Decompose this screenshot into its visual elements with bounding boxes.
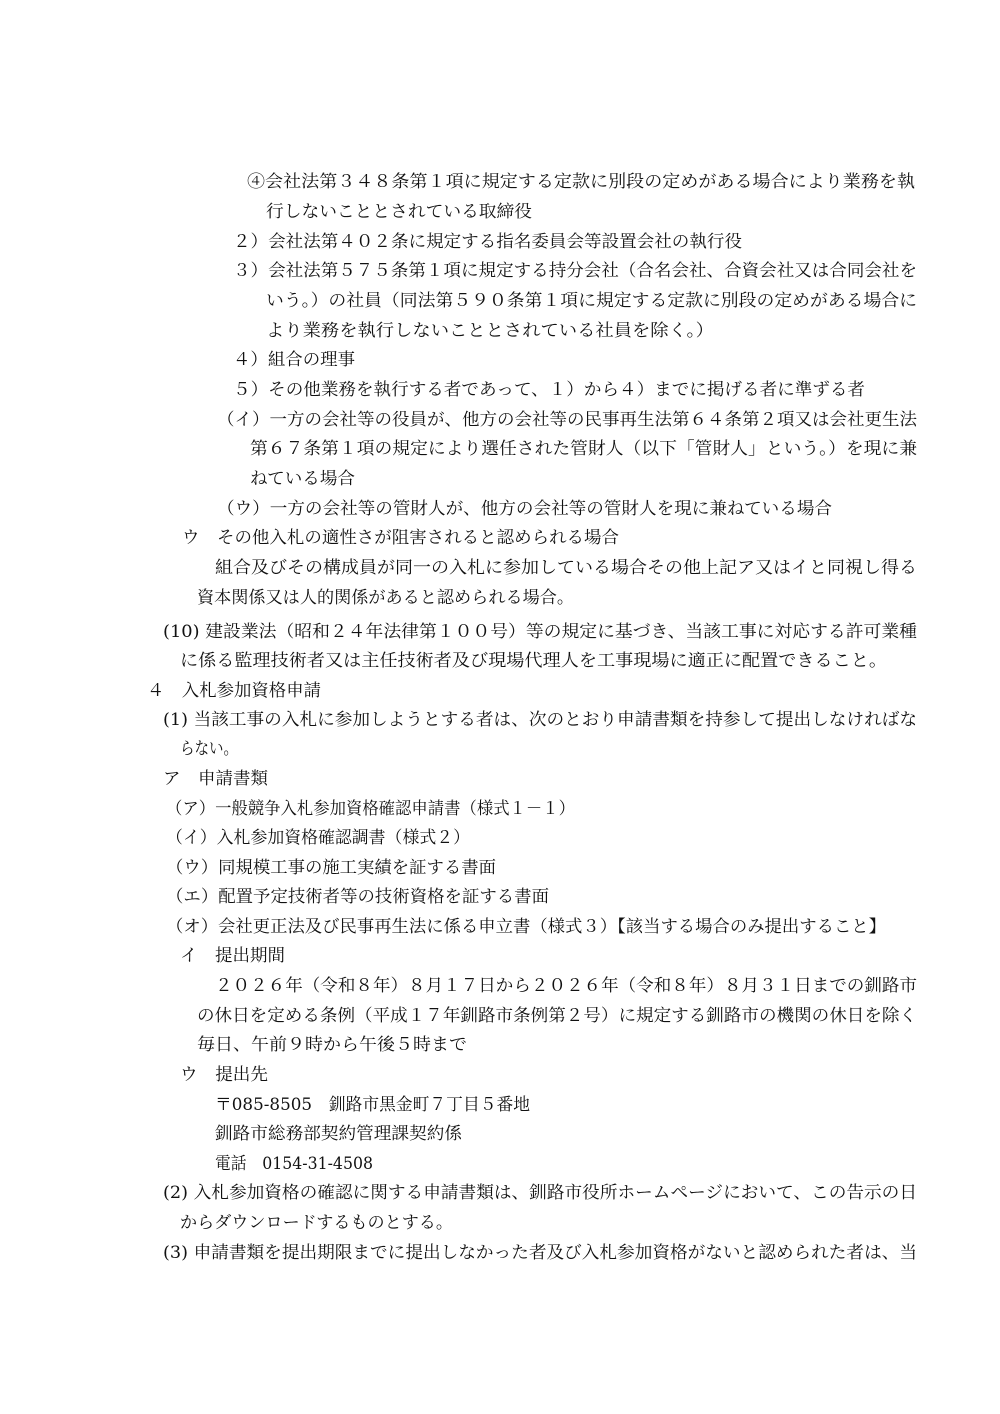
line-text: 電話 0154-31-4508 bbox=[215, 1154, 373, 1174]
line-text: 組合及びその構成員が同一の入札に参加している場合その他上記ア又はイと同視し得る bbox=[215, 558, 918, 578]
line-text: (2) 入札参加資格の確認に関する申請書類は、釧路市役所ホームページにおいて、この告示の日 bbox=[163, 1183, 917, 1203]
line-text: ねている場合 bbox=[250, 469, 355, 489]
line-text: (10) 建設業法（昭和２４年法律第１００号）等の規定に基づき、当該工事に対応する許可業種 bbox=[163, 622, 917, 642]
line-text: ２０２６年（令和８年）８月１７日から２０２６年（令和８年）８月３１日までの釧路市 bbox=[215, 976, 917, 996]
text-line bbox=[0, 1030, 1000, 1060]
line-text: ４ 入札参加資格申請 bbox=[147, 681, 321, 701]
text-line bbox=[0, 853, 1000, 883]
text-line bbox=[0, 941, 1000, 971]
line-text: いう。）の社員（同法第５９０条第１項に規定する定款に別段の定めがある場合に bbox=[266, 291, 917, 311]
text-line bbox=[0, 1119, 1000, 1149]
line-text: ３）会社法第５７５条第１項に規定する持分会社（合名会社、合資会社又は合同会社を bbox=[233, 261, 918, 281]
text-line bbox=[0, 1208, 1000, 1238]
text-line bbox=[0, 705, 1000, 735]
line-text: 釧路市総務部契約管理課契約係 bbox=[215, 1124, 462, 1144]
line-text: (3) 申請書類を提出期限までに提出しなかった者及び入札参加資格がないと認められた者は、当 bbox=[163, 1243, 917, 1263]
text-line bbox=[0, 764, 1000, 794]
line-text: ウ その他入札の適性さが阻害されると認められる場合 bbox=[182, 528, 619, 548]
text-line bbox=[0, 316, 1000, 346]
text-line bbox=[0, 523, 1000, 553]
line-text: より業務を執行しないこととされている社員を除く。） bbox=[266, 321, 714, 341]
text-line bbox=[0, 617, 1000, 647]
text-line bbox=[0, 1060, 1000, 1090]
line-text: に係る監理技術者又は主任技術者及び現場代理人を工事現場に適正に配置できること。 bbox=[180, 651, 887, 671]
line-text: （イ）一方の会社等の役員が、他方の会社等の民事再生法第６４条第２項又は会社更生法 bbox=[217, 410, 917, 430]
text-line bbox=[0, 434, 1000, 464]
text-line bbox=[0, 405, 1000, 435]
text-line bbox=[0, 553, 1000, 583]
line-text: の休日を定める条例（平成１７年釧路市条例第２号）に規定する釧路市の機関の休日を除く bbox=[197, 1006, 917, 1026]
line-text: （オ）会社更正法及び民事再生法に係る申立書（様式３）【該当する場合のみ提出すること】 bbox=[166, 917, 886, 937]
line-text: （ウ）同規模工事の施工実績を証する書面 bbox=[166, 858, 496, 878]
text-line bbox=[0, 734, 1000, 764]
line-text: (1) 当該工事の入札に参加しようとする者は、次のとおり申請書類を持参して提出しなければな bbox=[163, 710, 917, 730]
line-text: （ウ）一方の会社等の管財人が、他方の会社等の管財人を現に兼ねている場合 bbox=[217, 499, 832, 519]
line-text: （エ）配置予定技術者等の技術資格を証する書面 bbox=[166, 887, 549, 907]
line-text: ５）その他業務を執行する者であって、１）から４）までに掲げる者に準ずる者 bbox=[233, 380, 865, 400]
text-line bbox=[0, 1149, 1000, 1179]
text-line bbox=[0, 646, 1000, 676]
text-line bbox=[0, 286, 1000, 316]
text-line bbox=[0, 583, 1000, 613]
text-line bbox=[0, 375, 1000, 405]
text-line bbox=[0, 167, 1000, 197]
text-line bbox=[0, 882, 1000, 912]
line-text: 資本関係又は人的関係があると認められる場合。 bbox=[197, 588, 574, 608]
text-line bbox=[0, 912, 1000, 942]
text-line bbox=[0, 494, 1000, 524]
line-text: 〒085-8505 釧路市黒金町７丁目５番地 bbox=[215, 1095, 530, 1115]
line-text: 行しないこととされている取締役 bbox=[266, 202, 532, 222]
line-text: ④会社法第３４８条第１項に規定する定款に別段の定めがある場合により業務を執 bbox=[247, 172, 915, 192]
text-line bbox=[0, 1178, 1000, 1208]
text-line bbox=[0, 676, 1000, 706]
line-text: ウ 提出先 bbox=[180, 1065, 268, 1085]
line-text: ４）組合の理事 bbox=[233, 350, 355, 370]
line-text: 第６７条第１項の規定により選任された管財人（以下「管財人」という。）を現に兼 bbox=[250, 439, 917, 459]
line-text: からダウンロードするものとする。 bbox=[180, 1213, 453, 1233]
text-line bbox=[0, 197, 1000, 227]
text-line bbox=[0, 794, 1000, 824]
line-text: （イ）入札参加資格確認調書（様式２） bbox=[166, 828, 470, 848]
text-line bbox=[0, 1001, 1000, 1031]
line-text: らない。 bbox=[180, 739, 238, 759]
text-line bbox=[0, 345, 1000, 375]
text-line bbox=[0, 464, 1000, 494]
line-text: ２）会社法第４０２条に規定する指名委員会等設置会社の執行役 bbox=[233, 232, 742, 252]
text-line bbox=[0, 823, 1000, 853]
text-line bbox=[0, 971, 1000, 1001]
line-text: 毎日、午前９時から午後５時まで bbox=[197, 1035, 467, 1055]
line-text: イ 提出期間 bbox=[180, 946, 285, 966]
text-line bbox=[0, 227, 1000, 257]
text-line bbox=[0, 1090, 1000, 1120]
text-line bbox=[0, 1238, 1000, 1268]
text-line bbox=[0, 256, 1000, 286]
line-text: （ア）一般競争入札参加資格確認申請書（様式１－１） bbox=[166, 799, 575, 819]
line-text: ア 申請書類 bbox=[163, 769, 268, 789]
